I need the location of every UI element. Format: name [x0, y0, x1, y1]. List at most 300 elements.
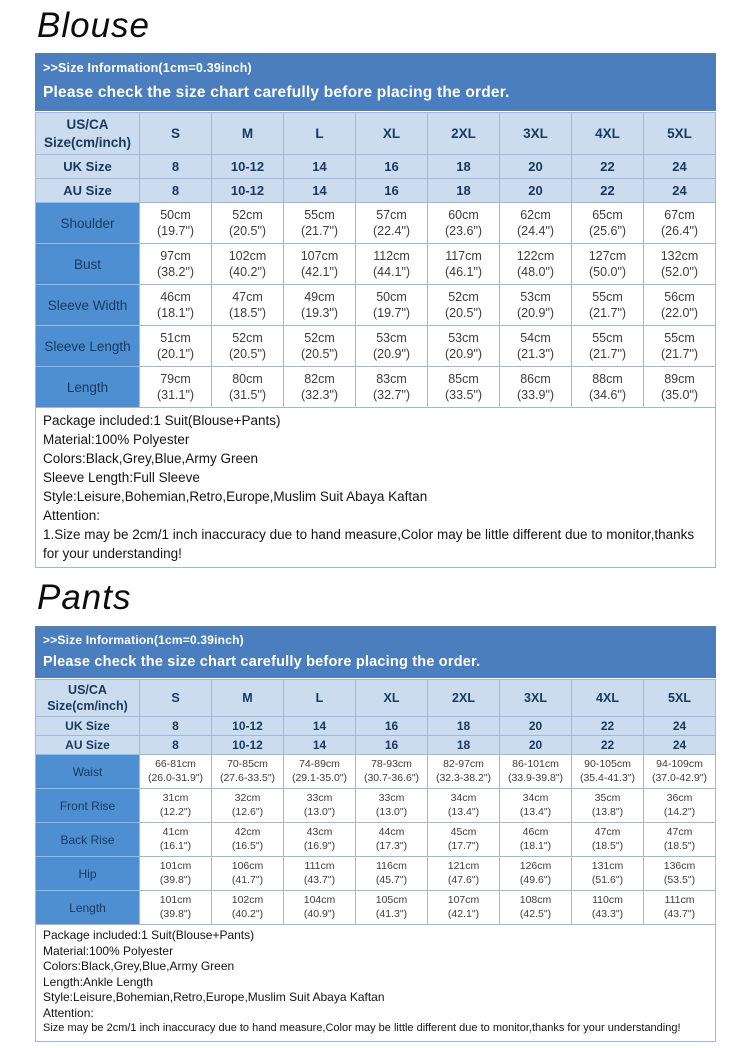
size-column-header: XL — [356, 679, 428, 717]
value-inch: (42.1") — [300, 265, 339, 280]
size-value-cell: 8 — [140, 736, 212, 755]
size-value-cell: 8 — [140, 179, 212, 203]
value-inch: (19.7") — [372, 306, 411, 321]
measure-value-cell — [356, 244, 428, 285]
value-inch: (33.9") — [516, 388, 555, 403]
size-row-label: UK Size — [36, 717, 140, 736]
measure-value-cell — [644, 285, 716, 326]
value-cm: 36cm — [666, 792, 693, 805]
value-cm: 101cm — [159, 894, 192, 907]
value-inch: (39.8") — [159, 873, 192, 886]
value-inch: (47.6") — [447, 873, 480, 886]
package-line: Length:Ankle Length — [43, 974, 154, 989]
value-inch: (32.3-38.2") — [435, 771, 492, 784]
value-inch: (21.7") — [588, 306, 627, 321]
value-inch: (33.9-39.8") — [507, 771, 564, 784]
measure-value-cell — [644, 789, 716, 823]
value-cm: 82cm — [304, 372, 335, 387]
value-cm: 55cm — [592, 331, 623, 346]
value-inch: (20.9") — [372, 347, 411, 362]
measure-value-cell — [644, 857, 716, 891]
measure-row — [36, 755, 716, 789]
size-info-banner — [35, 53, 716, 111]
measure-row — [36, 244, 716, 285]
size-row-label: AU Size — [36, 179, 140, 203]
size-value-cell: 10-12 — [212, 155, 284, 179]
measure-value-cell — [500, 891, 572, 925]
section-title: Blouse — [37, 6, 151, 45]
size-column-header: M — [212, 113, 284, 155]
measure-value-cell — [644, 244, 716, 285]
measure-row — [36, 823, 716, 857]
measure-value-cell — [428, 285, 500, 326]
value-inch: (18.5") — [228, 306, 267, 321]
measure-row-label: Back Rise — [36, 823, 140, 857]
measure-value-cell — [428, 367, 500, 408]
measure-value-cell — [356, 789, 428, 823]
measure-value-cell — [284, 823, 356, 857]
value-cm: 43cm — [306, 826, 333, 839]
measure-value-cell — [428, 857, 500, 891]
value-cm: 55cm — [664, 331, 695, 346]
value-inch: (46.1") — [444, 265, 483, 280]
size-column-header: 5XL — [644, 113, 716, 155]
value-inch: (27.6-33.5") — [219, 771, 276, 784]
size-value-cell: 16 — [356, 155, 428, 179]
value-cm: 52cm — [232, 208, 263, 223]
value-cm: 85cm — [448, 372, 479, 387]
value-inch: (44.1") — [372, 265, 411, 280]
size-row — [36, 155, 716, 179]
value-inch: (42.1") — [447, 907, 480, 920]
value-cm: 32cm — [234, 792, 261, 805]
value-cm: 70-85cm — [227, 758, 268, 771]
value-cm: 86-101cm — [512, 758, 559, 771]
size-value-cell: 14 — [284, 736, 356, 755]
measure-value-cell — [284, 244, 356, 285]
measure-value-cell — [140, 755, 212, 789]
value-cm: 132cm — [660, 249, 699, 264]
blouse-section — [35, 6, 716, 568]
measure-value-cell — [356, 326, 428, 367]
value-cm: 53cm — [448, 331, 479, 346]
value-inch: (50.0") — [588, 265, 627, 280]
value-cm: 55cm — [592, 290, 623, 305]
measure-value-cell — [140, 285, 212, 326]
value-cm: 131cm — [591, 860, 624, 873]
measure-value-cell — [140, 326, 212, 367]
size-value-cell: 24 — [644, 717, 716, 736]
value-cm: 42cm — [234, 826, 261, 839]
value-inch: (13.0") — [375, 805, 408, 818]
value-inch: (14.2") — [663, 805, 696, 818]
value-inch: (48.0") — [516, 265, 555, 280]
package-line: Material:100% Polyester — [43, 432, 190, 448]
value-inch: (24.4") — [516, 224, 555, 239]
measure-value-cell — [500, 789, 572, 823]
value-cm: 136cm — [663, 860, 696, 873]
measure-row-label: Length — [36, 367, 140, 408]
value-cm: 86cm — [520, 372, 551, 387]
value-inch: (33.5") — [444, 388, 483, 403]
measure-value-cell — [500, 203, 572, 244]
measure-value-cell — [428, 203, 500, 244]
measure-value-cell — [572, 857, 644, 891]
value-cm: 41cm — [162, 826, 189, 839]
measure-value-cell — [428, 789, 500, 823]
value-cm: 55cm — [304, 208, 335, 223]
value-cm: 110cm — [592, 894, 623, 907]
value-inch: (40.2") — [228, 265, 267, 280]
value-cm: 112cm — [373, 249, 410, 264]
corner-header-cell — [36, 679, 140, 717]
size-value-cell: 16 — [356, 717, 428, 736]
size-value-cell: 10-12 — [212, 179, 284, 203]
measure-value-cell — [140, 891, 212, 925]
measure-value-cell — [356, 857, 428, 891]
value-cm: 106cm — [231, 860, 264, 873]
size-column-header: S — [140, 679, 212, 717]
value-cm: 50cm — [376, 290, 407, 305]
measure-value-cell — [356, 891, 428, 925]
size-row-label: UK Size — [36, 155, 140, 179]
measure-value-cell — [212, 857, 284, 891]
value-inch: (16.1") — [159, 839, 192, 852]
measure-value-cell — [212, 367, 284, 408]
value-inch: (20.5") — [228, 224, 267, 239]
value-cm: 107cm — [447, 894, 480, 907]
value-cm: 111cm — [304, 860, 335, 873]
value-inch: (22.0") — [660, 306, 699, 321]
value-inch: (18.5") — [591, 839, 624, 852]
measure-value-cell — [644, 891, 716, 925]
measure-value-cell — [428, 244, 500, 285]
package-line: Colors:Black,Grey,Blue,Army Green — [43, 959, 235, 974]
value-inch: (20.5") — [228, 347, 267, 362]
value-cm: 117cm — [445, 249, 482, 264]
value-inch: (16.5") — [231, 839, 264, 852]
package-line: Style:Leisure,Bohemian,Retro,Europe,Muslim Suit Abaya Kaftan — [43, 990, 385, 1005]
measure-value-cell — [284, 857, 356, 891]
value-cm: 34cm — [450, 792, 477, 805]
value-cm: 79cm — [160, 372, 191, 387]
value-cm: 54cm — [520, 331, 551, 346]
value-cm: 126cm — [519, 860, 552, 873]
value-inch: (12.6") — [231, 805, 264, 818]
size-info-heading: >>Size Information(1cm=0.39inch) — [43, 61, 252, 76]
measure-value-cell — [212, 326, 284, 367]
value-inch: (19.3") — [300, 306, 339, 321]
size-column-header: L — [284, 679, 356, 717]
size-info-heading: >>Size Information(1cm=0.39inch) — [43, 632, 244, 647]
value-cm: 121cm — [447, 860, 480, 873]
measure-value-cell — [356, 367, 428, 408]
measure-row-label: Shoulder — [36, 203, 140, 244]
value-inch: (19.7") — [156, 224, 195, 239]
size-value-cell: 16 — [356, 736, 428, 755]
value-cm: 47cm — [232, 290, 263, 305]
size-value-cell: 10-12 — [212, 736, 284, 755]
measure-row — [36, 789, 716, 823]
value-inch: (53.5") — [663, 873, 696, 886]
value-inch: (23.6") — [444, 224, 483, 239]
measure-value-cell — [284, 285, 356, 326]
measure-value-cell — [572, 755, 644, 789]
measure-value-cell — [356, 823, 428, 857]
size-column-header: L — [284, 113, 356, 155]
size-column-header: XL — [356, 113, 428, 155]
value-cm: 52cm — [304, 331, 335, 346]
size-value-cell: 18 — [428, 717, 500, 736]
measure-value-cell — [572, 244, 644, 285]
size-value-cell: 14 — [284, 155, 356, 179]
value-inch: (37.0-42.9") — [651, 771, 708, 784]
value-inch: (32.7") — [372, 388, 411, 403]
measure-value-cell — [644, 203, 716, 244]
measure-row — [36, 203, 716, 244]
measure-row-label: Bust — [36, 244, 140, 285]
size-value-cell: 16 — [356, 179, 428, 203]
measure-row-label: Front Rise — [36, 789, 140, 823]
corner-header-cell — [36, 113, 140, 155]
corner-header-line2: Size(cm/inch) — [47, 698, 128, 713]
value-cm: 66-81cm — [155, 758, 196, 771]
measure-value-cell — [572, 326, 644, 367]
package-line: Package included:1 Suit(Blouse+Pants) — [43, 928, 255, 943]
corner-header-line1: US/CA — [66, 117, 109, 133]
size-value-cell: 18 — [428, 179, 500, 203]
value-cm: 46cm — [522, 826, 549, 839]
size-row — [36, 717, 716, 736]
measure-value-cell — [428, 326, 500, 367]
value-inch: (22.4") — [372, 224, 411, 239]
value-cm: 83cm — [376, 372, 407, 387]
size-column-header: 2XL — [428, 113, 500, 155]
value-cm: 101cm — [159, 860, 192, 873]
value-inch: (41.7") — [231, 873, 264, 886]
value-cm: 127cm — [588, 249, 627, 264]
size-column-header: 4XL — [572, 679, 644, 717]
package-line: Size may be 2cm/1 inch inaccuracy due to hand measure,Color may be little different due to monitor,thanks for your understanding! — [43, 1022, 681, 1035]
measure-value-cell — [500, 326, 572, 367]
value-inch: (52.0") — [660, 265, 699, 280]
measure-row — [36, 857, 716, 891]
measure-value-cell — [140, 789, 212, 823]
value-cm: 57cm — [376, 208, 407, 223]
value-cm: 53cm — [520, 290, 551, 305]
measure-value-cell — [212, 285, 284, 326]
size-column-header: 4XL — [572, 113, 644, 155]
value-cm: 82-97cm — [443, 758, 484, 771]
value-inch: (34.6") — [588, 388, 627, 403]
value-cm: 33cm — [378, 792, 405, 805]
measure-value-cell — [428, 755, 500, 789]
measure-value-cell — [212, 823, 284, 857]
value-cm: 60cm — [448, 208, 479, 223]
measure-value-cell — [572, 203, 644, 244]
measure-row — [36, 285, 716, 326]
size-value-cell: 20 — [500, 179, 572, 203]
size-table — [35, 112, 716, 408]
measure-value-cell — [428, 823, 500, 857]
measure-value-cell — [284, 326, 356, 367]
package-line: Attention: — [43, 508, 101, 524]
value-inch: (13.4") — [447, 805, 480, 818]
size-chart-warning: Please check the size chart carefully before placing the order. — [43, 653, 481, 670]
size-table-header-row — [36, 113, 716, 155]
package-line: Sleeve Length:Full Sleeve — [43, 470, 200, 486]
measure-value-cell — [212, 244, 284, 285]
section-title: Pants — [37, 578, 132, 618]
value-inch: (13.4") — [519, 805, 552, 818]
measure-row-label: Sleeve Width — [36, 285, 140, 326]
measure-value-cell — [356, 285, 428, 326]
value-inch: (18.5") — [663, 839, 696, 852]
value-inch: (26.0-31.9") — [147, 771, 204, 784]
value-inch: (41.3") — [375, 907, 408, 920]
size-chart-warning: Please check the size chart carefully before placing the order. — [43, 84, 510, 102]
value-cm: 52cm — [448, 290, 479, 305]
value-cm: 47cm — [666, 826, 693, 839]
size-value-cell: 18 — [428, 736, 500, 755]
value-cm: 45cm — [450, 826, 477, 839]
value-inch: (43.7") — [303, 873, 336, 886]
value-inch: (40.9") — [303, 907, 336, 920]
value-cm: 56cm — [664, 290, 695, 305]
size-value-cell: 14 — [284, 179, 356, 203]
corner-header-line2: Size(cm/inch) — [43, 134, 132, 150]
value-inch: (13.8") — [591, 805, 624, 818]
value-inch: (20.1") — [156, 347, 195, 362]
size-value-cell: 20 — [500, 717, 572, 736]
measure-value-cell — [572, 823, 644, 857]
package-line: Colors:Black,Grey,Blue,Army Green — [43, 451, 259, 467]
size-value-cell: 18 — [428, 155, 500, 179]
measure-value-cell — [284, 203, 356, 244]
measure-row — [36, 367, 716, 408]
value-inch: (21.7") — [588, 347, 627, 362]
measure-row — [36, 326, 716, 367]
value-inch: (40.2") — [231, 907, 264, 920]
value-inch: (31.1") — [156, 388, 195, 403]
value-cm: 50cm — [160, 208, 191, 223]
size-column-header: 5XL — [644, 679, 716, 717]
value-cm: 122cm — [516, 249, 555, 264]
measure-value-cell — [284, 755, 356, 789]
value-inch: (20.5") — [300, 347, 339, 362]
measure-value-cell — [644, 755, 716, 789]
measure-row-label: Length — [36, 891, 140, 925]
value-inch: (21.7") — [300, 224, 339, 239]
value-cm: 31cm — [162, 792, 189, 805]
value-inch: (18.1") — [519, 839, 552, 852]
value-inch: (20.9") — [516, 306, 555, 321]
value-inch: (51.6") — [591, 873, 624, 886]
value-cm: 33cm — [306, 792, 333, 805]
measure-value-cell — [500, 285, 572, 326]
size-value-cell: 22 — [572, 736, 644, 755]
value-inch: (43.7") — [663, 907, 696, 920]
size-table — [35, 679, 716, 926]
size-column-header: 2XL — [428, 679, 500, 717]
value-cm: 78-93cm — [371, 758, 412, 771]
size-column-header: M — [212, 679, 284, 717]
measure-value-cell — [140, 823, 212, 857]
value-cm: 88cm — [592, 372, 623, 387]
measure-row-label: Sleeve Length — [36, 326, 140, 367]
package-line: 1.Size may be 2cm/1 inch inaccuracy due to hand measure,Color may be little different due to monitor,thanks for your understanding! — [43, 527, 695, 562]
size-row — [36, 736, 716, 755]
size-value-cell: 20 — [500, 736, 572, 755]
measure-value-cell — [284, 789, 356, 823]
value-inch: (17.3") — [375, 839, 408, 852]
value-inch: (38.2") — [156, 265, 195, 280]
measure-row — [36, 891, 716, 925]
package-line: Material:100% Polyester — [43, 943, 174, 958]
measure-row-label: Waist — [36, 755, 140, 789]
package-info — [35, 407, 716, 568]
value-inch: (45.7") — [375, 873, 408, 886]
value-inch: (30.7-36.6") — [363, 771, 420, 784]
value-cm: 65cm — [592, 208, 623, 223]
package-info — [35, 924, 716, 1042]
value-cm: 74-89cm — [299, 758, 340, 771]
value-cm: 108cm — [519, 894, 552, 907]
measure-value-cell — [140, 244, 212, 285]
value-cm: 90-105cm — [584, 758, 631, 771]
value-inch: (21.7") — [660, 347, 699, 362]
package-line: Style:Leisure,Bohemian,Retro,Europe,Muslim Suit Abaya Kaftan — [43, 489, 428, 505]
size-column-header: 3XL — [500, 679, 572, 717]
value-cm: 44cm — [378, 826, 405, 839]
value-cm: 80cm — [232, 372, 263, 387]
size-value-cell: 14 — [284, 717, 356, 736]
measure-value-cell — [644, 823, 716, 857]
value-cm: 111cm — [664, 894, 695, 907]
measure-value-cell — [644, 326, 716, 367]
value-cm: 35cm — [594, 792, 621, 805]
value-cm: 46cm — [160, 290, 191, 305]
value-cm: 67cm — [664, 208, 695, 223]
value-cm: 53cm — [376, 331, 407, 346]
size-value-cell: 8 — [140, 717, 212, 736]
value-cm: 102cm — [231, 894, 264, 907]
size-row-label: AU Size — [36, 736, 140, 755]
value-cm: 49cm — [304, 290, 335, 305]
measure-value-cell — [572, 789, 644, 823]
value-cm: 97cm — [160, 249, 191, 264]
value-inch: (35.0") — [660, 388, 699, 403]
size-info-banner — [35, 626, 716, 678]
size-column-header: 3XL — [500, 113, 572, 155]
value-inch: (25.6") — [588, 224, 627, 239]
size-value-cell: 8 — [140, 155, 212, 179]
value-inch: (42.5") — [519, 907, 552, 920]
measure-value-cell — [500, 367, 572, 408]
measure-value-cell — [500, 755, 572, 789]
measure-value-cell — [572, 285, 644, 326]
value-cm: 107cm — [300, 249, 339, 264]
measure-value-cell — [212, 789, 284, 823]
size-value-cell: 24 — [644, 155, 716, 179]
value-inch: (18.1") — [156, 306, 195, 321]
value-cm: 52cm — [232, 331, 263, 346]
measure-value-cell — [284, 891, 356, 925]
value-inch: (43.3") — [591, 907, 624, 920]
value-cm: 47cm — [594, 826, 621, 839]
value-cm: 34cm — [522, 792, 549, 805]
measure-value-cell — [212, 755, 284, 789]
